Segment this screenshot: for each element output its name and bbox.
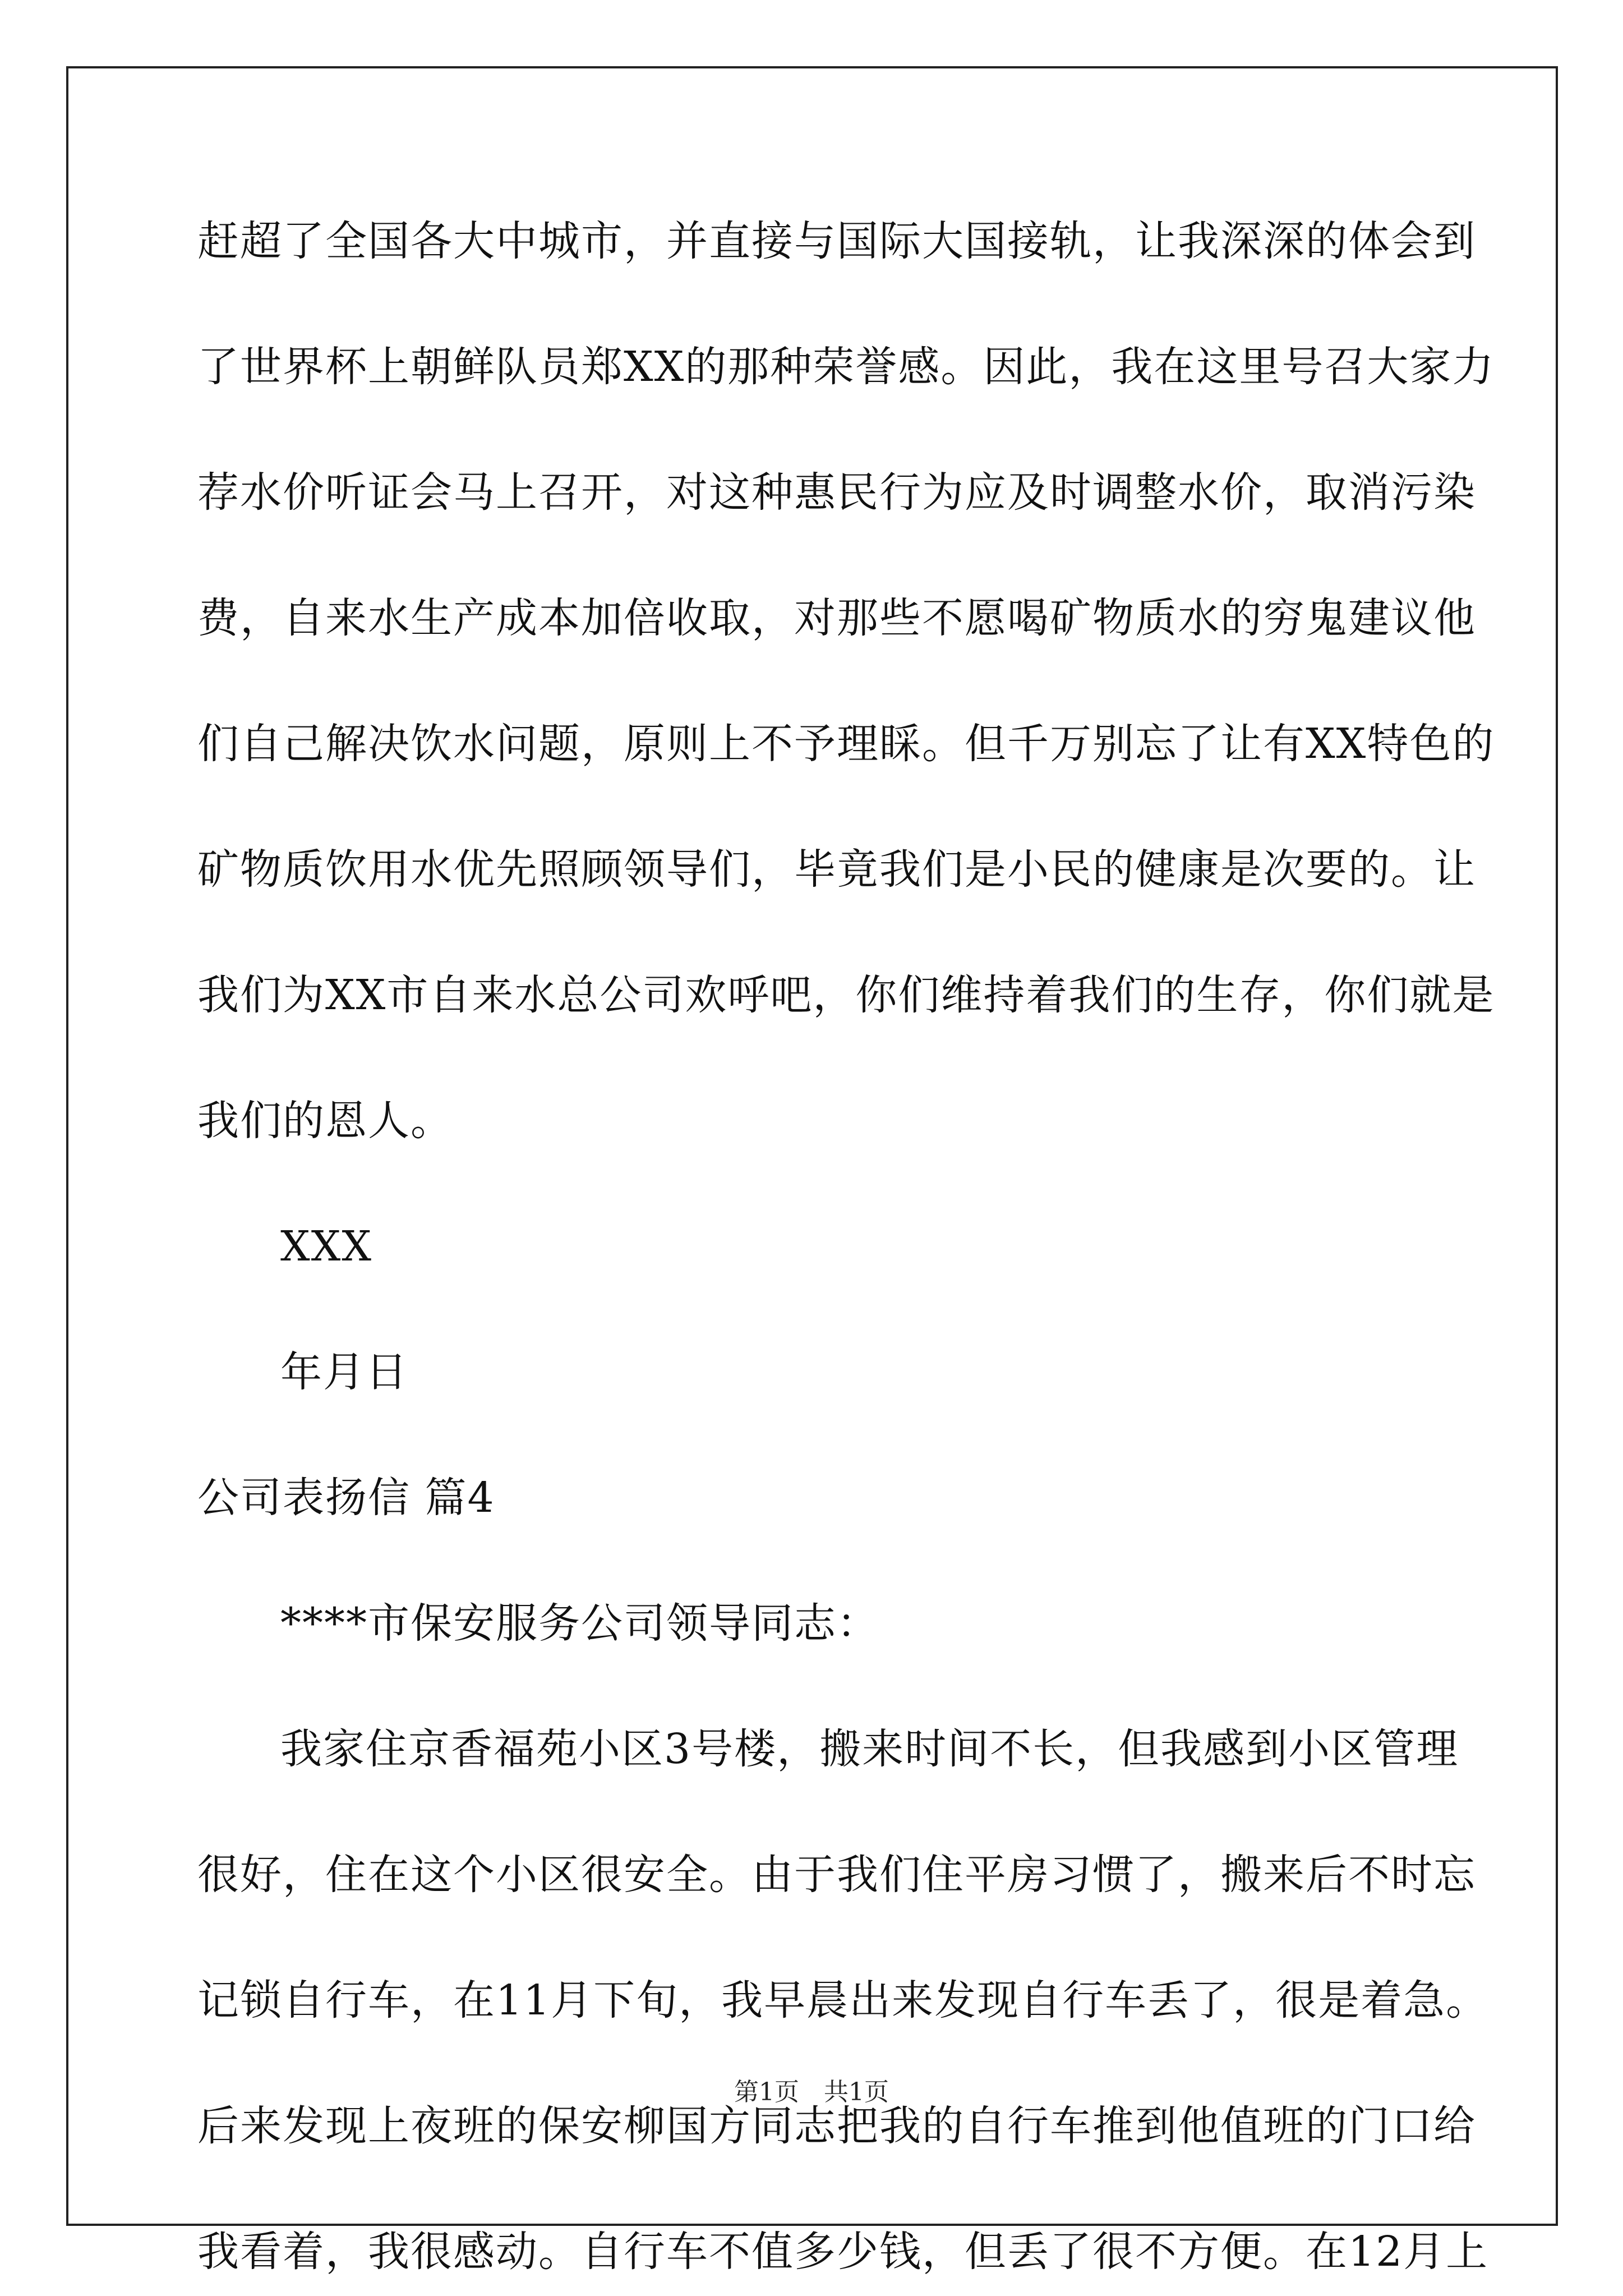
paragraph-line: 矿物质饮用水优先照顾领导们，毕竟我们是小民的健康是次要的。让 xyxy=(197,845,1476,894)
letter-line: 我家住京香福苑小区3号楼，搬来时间不长，但我感到小区管理 xyxy=(280,1725,1459,1773)
paragraph-line: 我们为XX市自来水总公司欢呼吧，你们维持着我们的生存，你们就是 xyxy=(197,971,1495,1019)
paragraph-line: 赶超了全国各大中城市，并直接与国际大国接轨，让我深深的体会到 xyxy=(197,217,1476,265)
paragraph-line: 费，自来水生产成本加倍收取，对那些不愿喝矿物质水的穷鬼建议他 xyxy=(197,594,1476,642)
letter-line: 我看着，我很感动。自行车不值多少钱，但丢了很不方便。在12月上 xyxy=(197,2228,1489,2276)
letter-line: 记锁自行车，在11月下旬，我早晨出来发现自行车丢了，很是着急。 xyxy=(197,1976,1489,2024)
paragraph-line: 我们的恩人。 xyxy=(197,1097,453,1145)
salutation: ****市保安服务公司领导同志： xyxy=(280,1599,879,1648)
paragraph-line: 荐水价听证会马上召开，对这种惠民行为应及时调整水价，取消污染 xyxy=(197,468,1476,517)
date-line: 年月日 xyxy=(280,1348,408,1396)
signature: XXX xyxy=(280,1222,373,1271)
letter-line: 后来发现上夜班的保安柳国方同志把我的自行车推到他值班的门口给 xyxy=(197,2102,1476,2150)
paragraph-line: 们自己解决饮水问题，原则上不予理睬。但千万别忘了让有XX特色的 xyxy=(197,720,1495,768)
letter-line: 很好，住在这个小区很安全。由于我们住平房习惯了，搬来后不时忘 xyxy=(197,1851,1476,1899)
section-heading: 公司表扬信 篇4 xyxy=(197,1474,495,1522)
page-footer: 第1页 共1页 xyxy=(734,2078,889,2106)
paragraph-line: 了世界杯上朝鲜队员郑XX的那种荣誉感。因此，我在这里号召大家力 xyxy=(197,343,1495,391)
